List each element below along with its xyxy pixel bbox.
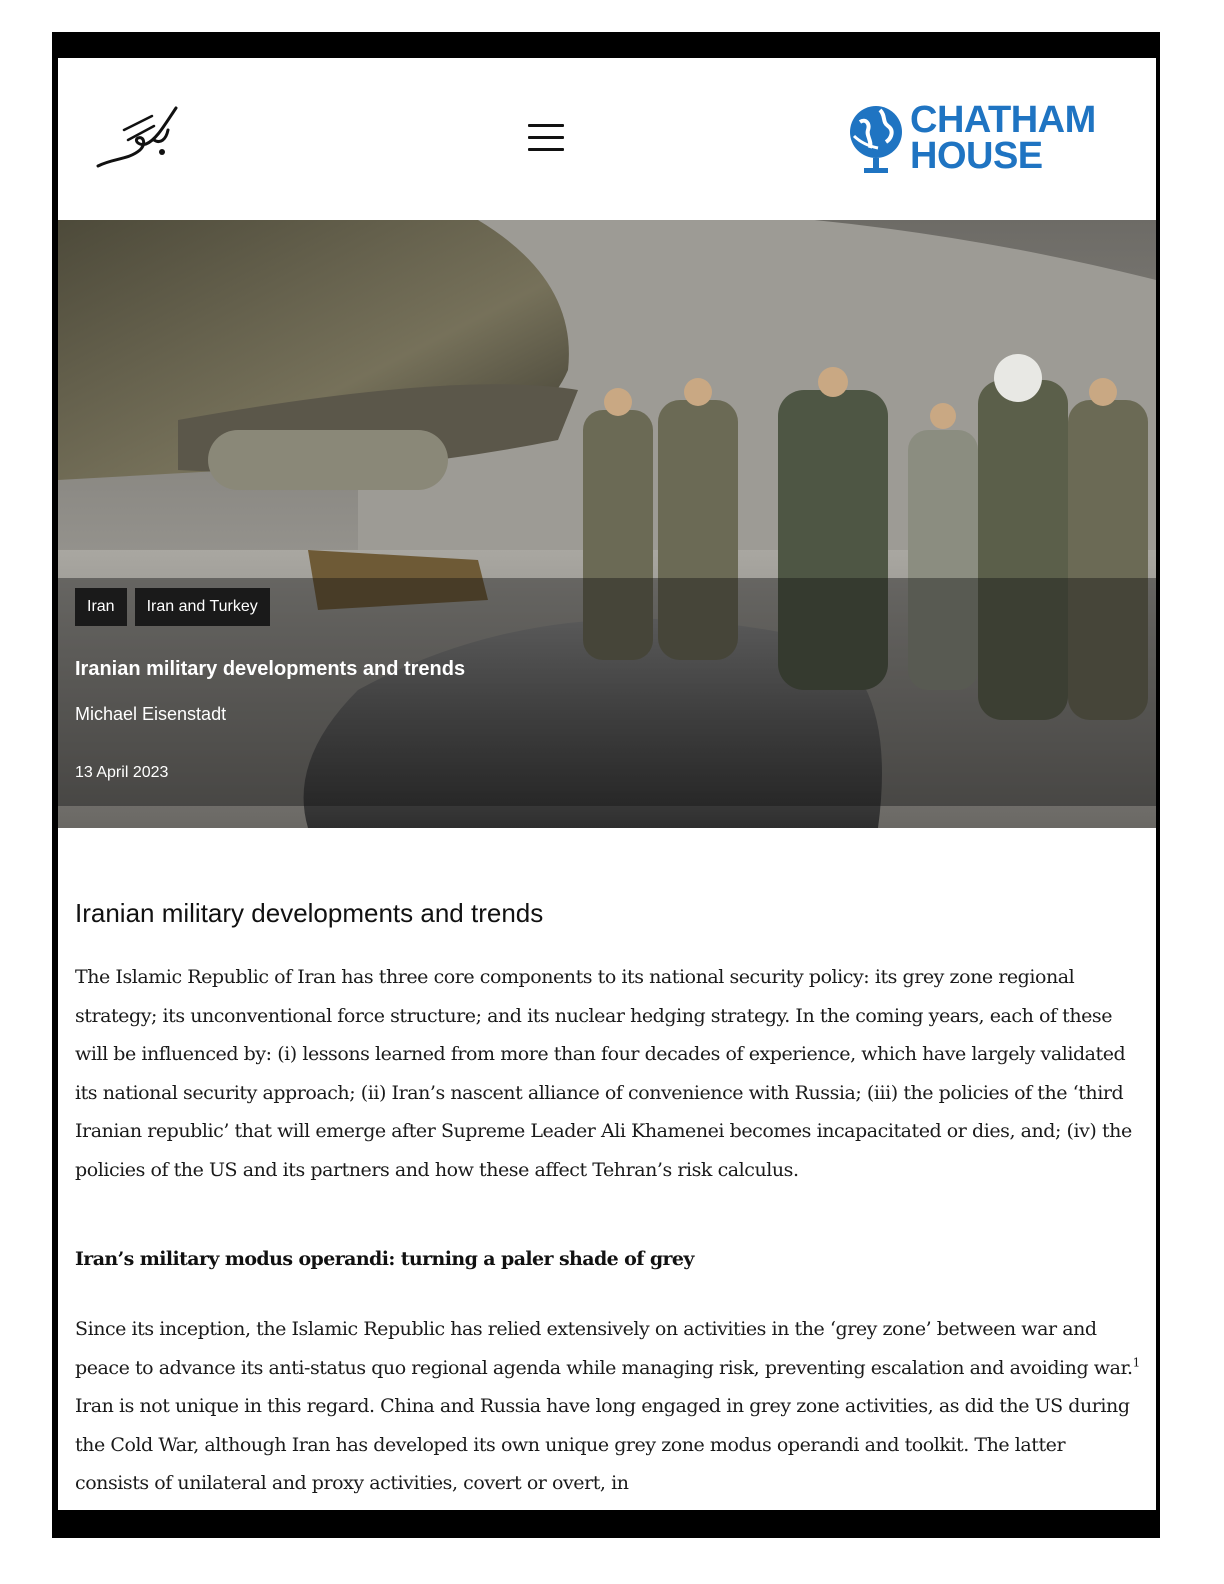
globe-icon [848,102,904,178]
hero-author[interactable]: Michael Eisenstadt [75,704,227,724]
site-header [58,58,1156,220]
section-subheading: Iran’s military modus operandi: turning a paler shade of grey [75,1248,694,1270]
hero-image [58,220,1156,828]
paragraph-2-text-a: Since its inception, the Islamic Republic has relied extensively on activities in the ‘grey zone’ between war and peace to advance its anti-status quo regional agenda while managing risk, preventing escalation and avoiding war. [75,1318,1133,1379]
paragraph-2-text-b: Iran is not unique in this regard. China and Russia have long engaged in grey zone activities, as did the US during the Cold War, although Iran has developed its own unique grey zone modus operandi and toolkit. The latter consists of unilateral and proxy activities, covert or overt, in [75,1395,1130,1494]
document-page [58,58,1156,1510]
tag-iran-and-turkey[interactable]: Iran and Turkey [135,588,270,626]
topic-tags [75,588,270,626]
article-title: Iranian military developments and trends [75,898,544,928]
hero-date: 13 April 2023 [75,764,169,781]
brand-line1: CHATHAM [910,99,1096,141]
paragraph-2 [75,1310,1141,1503]
kalam-calligraphy-logo[interactable] [94,100,180,172]
paragraph-1: The Islamic Republic of Iran has three core components to its national security policy: its grey zone regional strategy; its unconventional force structure; and its nuclear hedging strategy. In the coming years, each of these will be influenced by: (i) lessons learned from more than four decades of experience, which have largely validated its national security approach; (ii) Iran’s nascent alliance of convenience with Russia; (iii) the policies of the ‘third Iranian republic’ that will emerge after Supreme Leader Ali Khamenei becomes incapacitated or dies, and; (iv) the policies of the US and its partners and how these affect Tehran’s risk calculus. [75,966,1132,1181]
brand-name [910,99,1096,177]
chatham-house-logo[interactable] [848,99,1118,178]
brand-line2: HOUSE [910,135,1043,177]
footnote-marker[interactable]: 1 [1132,1355,1140,1370]
hero-title: Iranian military developments and trends [75,658,466,680]
tag-iran[interactable]: Iran [75,588,127,626]
hamburger-menu-icon[interactable] [528,124,564,152]
